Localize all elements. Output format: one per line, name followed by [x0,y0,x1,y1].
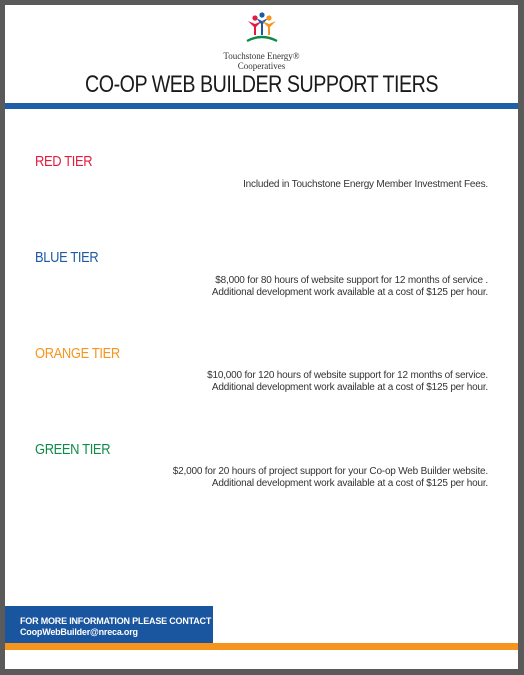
tier-orange-line-1: $10,000 for 120 hours of website support for 12 months of service. [207,370,488,381]
tier-blue-line-1: $8,000 for 80 hours of website support for 12 months of service . [215,275,488,286]
contact-box [5,606,229,643]
tier-red-line-1: Included in Touchstone Energy Member Investment Fees. [243,179,488,190]
touchstone-energy-logo [5,11,518,71]
contact-heading: FOR MORE INFORMATION PLEASE CONTACT US: [20,616,229,626]
logo-line-2: Cooperatives [237,61,286,71]
contact-email-link[interactable]: CoopWebBuilder@nreca.org [20,627,138,637]
tier-orange-line-2: Additional development work available at a cost of $125 per hour. [211,382,488,393]
tier-red-description [243,179,488,191]
tier-green-title: GREEN TIER [35,441,111,458]
tier-blue-line-2: Additional development work available at a cost of $125 per hour. [211,287,488,298]
tier-blue-title: BLUE TIER [35,249,99,266]
logo-line-1: Touchstone Energy® [223,51,300,61]
header-divider-blue [5,103,518,109]
document-page [5,5,518,669]
tier-blue-description [212,275,488,299]
tier-red-title: RED TIER [35,153,93,170]
tier-green-line-1: $2,000 for 20 hours of project support for your Co-op Web Builder website. [172,466,488,477]
touchstone-people-icon [242,11,282,51]
page-title: CO-OP WEB BUILDER SUPPORT TIERS [85,71,438,98]
footer-divider-orange [5,643,518,650]
tier-green-line-2: Additional development work available at a cost of $125 per hour. [211,478,488,489]
tier-orange-title: ORANGE TIER [35,345,120,362]
tier-green-description [173,466,488,490]
tier-orange-description [207,370,488,394]
